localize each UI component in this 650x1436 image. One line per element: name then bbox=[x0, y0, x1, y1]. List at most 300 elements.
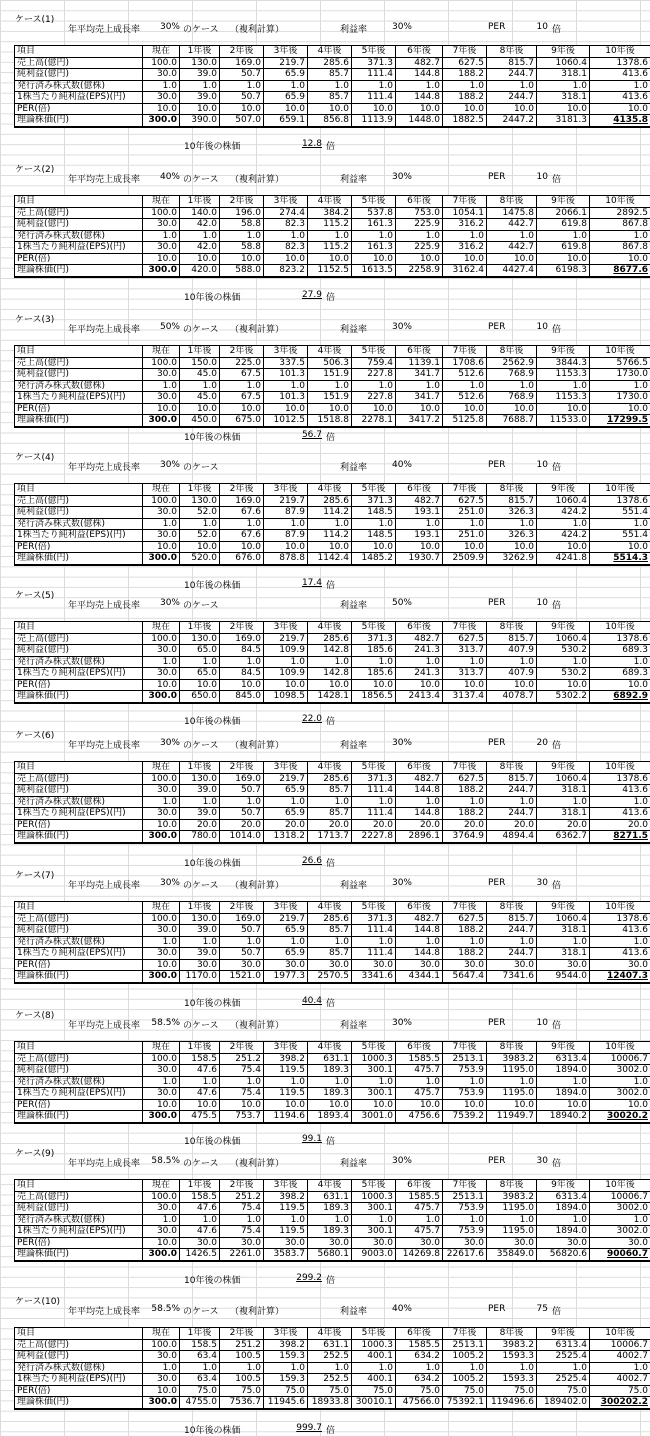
value-cell[interactable]: 10.0 bbox=[264, 679, 308, 691]
header-cell[interactable]: 2年後 bbox=[220, 762, 264, 774]
header-cell[interactable]: 6年後 bbox=[396, 1180, 443, 1192]
value-cell[interactable]: 30.0 bbox=[396, 959, 443, 971]
value-cell[interactable]: 111.4 bbox=[352, 92, 396, 104]
row-label-cell[interactable]: 1株当たり純利益(EPS)(円) bbox=[15, 392, 143, 404]
value-cell[interactable]: 371.3 bbox=[352, 913, 396, 925]
value-cell[interactable]: 75.4 bbox=[220, 1226, 264, 1238]
value-cell[interactable]: 845.0 bbox=[220, 691, 264, 703]
value-cell[interactable]: 1.0 bbox=[143, 1362, 180, 1374]
value-cell[interactable]: 4078.7 bbox=[487, 691, 537, 703]
value-cell[interactable]: 30.0 bbox=[143, 645, 180, 657]
value-cell[interactable]: 1.0 bbox=[396, 518, 443, 530]
value-cell[interactable]: 316.2 bbox=[443, 219, 487, 231]
value-cell[interactable]: 1.0 bbox=[180, 1076, 220, 1088]
value-cell[interactable]: 140.0 bbox=[180, 207, 220, 219]
value-cell[interactable]: 47.6 bbox=[180, 1203, 220, 1215]
row-label-cell[interactable]: 発行済み株式数(億株) bbox=[15, 80, 143, 92]
row-label-cell[interactable]: 理論株価(円) bbox=[15, 1111, 143, 1123]
row-label-cell[interactable]: 1株当たり純利益(EPS)(円) bbox=[15, 1088, 143, 1100]
value-cell[interactable]: 6892.9 bbox=[590, 691, 650, 703]
value-cell[interactable]: 144.8 bbox=[396, 948, 443, 960]
value-cell[interactable]: 10.0 bbox=[264, 403, 308, 415]
value-cell[interactable]: 2278.1 bbox=[352, 415, 396, 427]
value-cell[interactable]: 1378.6 bbox=[590, 913, 650, 925]
header-cell[interactable]: 7年後 bbox=[443, 196, 487, 208]
value-cell[interactable]: 39.0 bbox=[180, 808, 220, 820]
header-cell[interactable]: 9年後 bbox=[537, 902, 590, 914]
value-cell[interactable]: 20.0 bbox=[308, 819, 352, 831]
header-cell[interactable]: 3年後 bbox=[264, 762, 308, 774]
value-cell[interactable]: 1.0 bbox=[396, 230, 443, 242]
value-cell[interactable]: 530.2 bbox=[537, 668, 590, 680]
value-cell[interactable]: 627.5 bbox=[443, 773, 487, 785]
header-cell[interactable]: 8年後 bbox=[487, 1328, 537, 1340]
header-cell[interactable]: 6年後 bbox=[396, 46, 443, 58]
value-cell[interactable]: 30.0 bbox=[143, 948, 180, 960]
value-cell[interactable]: 482.7 bbox=[396, 57, 443, 69]
header-cell[interactable]: 9年後 bbox=[537, 1180, 590, 1192]
value-cell[interactable]: 10.0 bbox=[487, 1099, 537, 1111]
per-value[interactable]: 10 bbox=[532, 322, 548, 332]
header-cell[interactable]: 6年後 bbox=[396, 902, 443, 914]
value-cell[interactable]: 241.3 bbox=[396, 668, 443, 680]
value-cell[interactable]: 1.0 bbox=[352, 936, 396, 948]
row-label-cell[interactable]: PER(倍) bbox=[15, 819, 143, 831]
row-label-cell[interactable]: 純利益(億円) bbox=[15, 507, 143, 519]
margin-value[interactable]: 30% bbox=[390, 322, 412, 332]
value-cell[interactable]: 300.0 bbox=[143, 265, 180, 277]
row-label-cell[interactable]: PER(倍) bbox=[15, 253, 143, 265]
value-cell[interactable]: 326.3 bbox=[487, 530, 537, 542]
growth-rate-value[interactable]: 58.5% bbox=[150, 1304, 180, 1314]
value-cell[interactable]: 1.0 bbox=[143, 1076, 180, 1088]
value-cell[interactable]: 30.0 bbox=[487, 959, 537, 971]
per-value[interactable]: 30 bbox=[532, 878, 548, 888]
row-label-cell[interactable]: 純利益(億円) bbox=[15, 785, 143, 797]
header-cell[interactable]: 現在 bbox=[143, 484, 180, 496]
header-cell[interactable]: 10年後 bbox=[590, 196, 650, 208]
header-cell[interactable]: 10年後 bbox=[590, 1042, 650, 1054]
value-cell[interactable]: 1.0 bbox=[308, 656, 352, 668]
value-cell[interactable]: 1.0 bbox=[143, 518, 180, 530]
value-cell[interactable]: 1.0 bbox=[590, 656, 650, 668]
value-cell[interactable]: 10.0 bbox=[537, 541, 590, 553]
header-cell[interactable]: 現在 bbox=[143, 1042, 180, 1054]
value-cell[interactable]: 1.0 bbox=[264, 1362, 308, 1374]
value-cell[interactable]: 244.7 bbox=[487, 92, 537, 104]
value-cell[interactable]: 1.0 bbox=[590, 1076, 650, 1088]
header-cell[interactable]: 10年後 bbox=[590, 1328, 650, 1340]
value-cell[interactable]: 4002.7 bbox=[590, 1351, 650, 1363]
header-cell[interactable]: 9年後 bbox=[537, 346, 590, 358]
value-cell[interactable]: 5125.8 bbox=[443, 415, 487, 427]
value-cell[interactable]: 1.0 bbox=[396, 936, 443, 948]
header-cell[interactable]: 4年後 bbox=[308, 46, 352, 58]
value-cell[interactable]: 420.0 bbox=[180, 265, 220, 277]
value-cell[interactable]: 119496.6 bbox=[487, 1397, 537, 1409]
value-cell[interactable]: 30.0 bbox=[590, 959, 650, 971]
header-cell[interactable]: 項目 bbox=[15, 1180, 143, 1192]
value-cell[interactable]: 1.0 bbox=[308, 1076, 352, 1088]
value-cell[interactable]: 2261.0 bbox=[220, 1249, 264, 1261]
value-cell[interactable]: 159.3 bbox=[264, 1374, 308, 1386]
margin-value[interactable]: 50% bbox=[390, 598, 412, 608]
value-cell[interactable]: 10.0 bbox=[143, 253, 180, 265]
value-cell[interactable]: 1518.8 bbox=[308, 415, 352, 427]
value-cell[interactable]: 30.0 bbox=[143, 1226, 180, 1238]
value-cell[interactable]: 90060.7 bbox=[590, 1249, 650, 1261]
value-cell[interactable]: 30010.1 bbox=[352, 1397, 396, 1409]
value-cell[interactable]: 1.0 bbox=[180, 230, 220, 242]
value-cell[interactable]: 10.0 bbox=[396, 403, 443, 415]
header-cell[interactable]: 7年後 bbox=[443, 902, 487, 914]
growth-rate-value[interactable]: 30% bbox=[150, 22, 180, 32]
value-cell[interactable]: 111.4 bbox=[352, 925, 396, 937]
value-cell[interactable]: 251.2 bbox=[220, 1053, 264, 1065]
summary-multiple-value[interactable]: 27.9 bbox=[290, 290, 322, 300]
value-cell[interactable]: 1.0 bbox=[180, 80, 220, 92]
value-cell[interactable]: 47.6 bbox=[180, 1226, 220, 1238]
header-cell[interactable]: 5年後 bbox=[352, 196, 396, 208]
value-cell[interactable]: 1521.0 bbox=[220, 971, 264, 983]
value-cell[interactable]: 1.0 bbox=[590, 1214, 650, 1226]
value-cell[interactable]: 3983.2 bbox=[487, 1191, 537, 1203]
row-label-cell[interactable]: PER(倍) bbox=[15, 1385, 143, 1397]
row-label-cell[interactable]: 発行済み株式数(億株) bbox=[15, 656, 143, 668]
summary-multiple-value[interactable]: 12.8 bbox=[290, 139, 322, 149]
value-cell[interactable]: 219.7 bbox=[264, 495, 308, 507]
value-cell[interactable]: 5766.5 bbox=[590, 357, 650, 369]
value-cell[interactable]: 18940.2 bbox=[537, 1111, 590, 1123]
value-cell[interactable]: 753.9 bbox=[443, 1226, 487, 1238]
value-cell[interactable]: 1152.5 bbox=[308, 265, 352, 277]
value-cell[interactable]: 3764.9 bbox=[443, 831, 487, 843]
value-cell[interactable]: 10.0 bbox=[396, 541, 443, 553]
value-cell[interactable]: 1708.6 bbox=[443, 357, 487, 369]
header-cell[interactable]: 6年後 bbox=[396, 1328, 443, 1340]
header-cell[interactable]: 1年後 bbox=[180, 196, 220, 208]
value-cell[interactable]: 482.7 bbox=[396, 495, 443, 507]
value-cell[interactable]: 1.0 bbox=[308, 518, 352, 530]
value-cell[interactable]: 100.5 bbox=[220, 1351, 264, 1363]
value-cell[interactable]: 169.0 bbox=[220, 495, 264, 507]
value-cell[interactable]: 512.6 bbox=[443, 369, 487, 381]
value-cell[interactable]: 6362.7 bbox=[537, 831, 590, 843]
value-cell[interactable]: 300.1 bbox=[352, 1203, 396, 1215]
value-cell[interactable]: 3417.2 bbox=[396, 415, 443, 427]
header-cell[interactable]: 9年後 bbox=[537, 484, 590, 496]
header-cell[interactable]: 5年後 bbox=[352, 762, 396, 774]
value-cell[interactable]: 4894.4 bbox=[487, 831, 537, 843]
value-cell[interactable]: 10.0 bbox=[264, 103, 308, 115]
value-cell[interactable]: 10.0 bbox=[264, 1099, 308, 1111]
value-cell[interactable]: 3002.0 bbox=[590, 1088, 650, 1100]
header-cell[interactable]: 6年後 bbox=[396, 1042, 443, 1054]
value-cell[interactable]: 10.0 bbox=[143, 819, 180, 831]
value-cell[interactable]: 530.2 bbox=[537, 645, 590, 657]
value-cell[interactable]: 2525.4 bbox=[537, 1351, 590, 1363]
row-label-cell[interactable]: 純利益(億円) bbox=[15, 1203, 143, 1215]
value-cell[interactable]: 1.0 bbox=[590, 1362, 650, 1374]
header-cell[interactable]: 10年後 bbox=[590, 46, 650, 58]
value-cell[interactable]: 4135.8 bbox=[590, 115, 650, 127]
row-label-cell[interactable]: 発行済み株式数(億株) bbox=[15, 1362, 143, 1374]
value-cell[interactable]: 619.8 bbox=[537, 242, 590, 254]
value-cell[interactable]: 10.0 bbox=[487, 541, 537, 553]
row-label-cell[interactable]: PER(倍) bbox=[15, 541, 143, 553]
value-cell[interactable]: 1.0 bbox=[590, 796, 650, 808]
per-value[interactable]: 30 bbox=[532, 1156, 548, 1166]
value-cell[interactable]: 10.0 bbox=[143, 679, 180, 691]
value-cell[interactable]: 2896.1 bbox=[396, 831, 443, 843]
value-cell[interactable]: 20.0 bbox=[590, 819, 650, 831]
value-cell[interactable]: 1.0 bbox=[396, 1076, 443, 1088]
value-cell[interactable]: 1.0 bbox=[590, 518, 650, 530]
value-cell[interactable]: 1585.5 bbox=[396, 1053, 443, 1065]
value-cell[interactable]: 50.7 bbox=[220, 925, 264, 937]
value-cell[interactable]: 75.0 bbox=[308, 1385, 352, 1397]
header-cell[interactable]: 7年後 bbox=[443, 1180, 487, 1192]
value-cell[interactable]: 251.0 bbox=[443, 530, 487, 542]
value-cell[interactable]: 30.0 bbox=[143, 808, 180, 820]
value-cell[interactable]: 341.7 bbox=[396, 369, 443, 381]
header-cell[interactable]: 現在 bbox=[143, 46, 180, 58]
value-cell[interactable]: 450.0 bbox=[180, 415, 220, 427]
value-cell[interactable]: 1882.5 bbox=[443, 115, 487, 127]
value-cell[interactable]: 1.0 bbox=[143, 230, 180, 242]
row-label-cell[interactable]: 理論株価(円) bbox=[15, 415, 143, 427]
value-cell[interactable]: 371.3 bbox=[352, 57, 396, 69]
header-cell[interactable]: 8年後 bbox=[487, 622, 537, 634]
value-cell[interactable]: 65.9 bbox=[264, 92, 308, 104]
value-cell[interactable]: 1.0 bbox=[220, 796, 264, 808]
row-label-cell[interactable]: 1株当たり純利益(EPS)(円) bbox=[15, 668, 143, 680]
value-cell[interactable]: 1.0 bbox=[396, 1362, 443, 1374]
value-cell[interactable]: 1977.3 bbox=[264, 971, 308, 983]
value-cell[interactable]: 634.2 bbox=[396, 1374, 443, 1386]
value-cell[interactable]: 10.0 bbox=[143, 1099, 180, 1111]
value-cell[interactable]: 371.3 bbox=[352, 633, 396, 645]
value-cell[interactable]: 10.0 bbox=[443, 679, 487, 691]
value-cell[interactable]: 1054.1 bbox=[443, 207, 487, 219]
value-cell[interactable]: 252.5 bbox=[308, 1374, 352, 1386]
value-cell[interactable]: 3137.4 bbox=[443, 691, 487, 703]
value-cell[interactable]: 52.0 bbox=[180, 507, 220, 519]
value-cell[interactable]: 30.0 bbox=[143, 507, 180, 519]
per-value[interactable]: 75 bbox=[532, 1304, 548, 1314]
row-label-cell[interactable]: 1株当たり純利益(EPS)(円) bbox=[15, 242, 143, 254]
value-cell[interactable]: 130.0 bbox=[180, 773, 220, 785]
value-cell[interactable]: 56820.6 bbox=[537, 1249, 590, 1261]
value-cell[interactable]: 475.7 bbox=[396, 1226, 443, 1238]
value-cell[interactable]: 10.0 bbox=[443, 1099, 487, 1111]
value-cell[interactable]: 1.0 bbox=[352, 1214, 396, 1226]
value-cell[interactable]: 1.0 bbox=[537, 1214, 590, 1226]
value-cell[interactable]: 10.0 bbox=[143, 541, 180, 553]
row-label-cell[interactable]: 理論株価(円) bbox=[15, 265, 143, 277]
value-cell[interactable]: 30.0 bbox=[143, 92, 180, 104]
value-cell[interactable]: 85.7 bbox=[308, 69, 352, 81]
value-cell[interactable]: 30.0 bbox=[308, 959, 352, 971]
value-cell[interactable]: 753.9 bbox=[443, 1203, 487, 1215]
header-cell[interactable]: 8年後 bbox=[487, 46, 537, 58]
value-cell[interactable]: 631.1 bbox=[308, 1053, 352, 1065]
value-cell[interactable]: 100.0 bbox=[143, 57, 180, 69]
value-cell[interactable]: 1000.3 bbox=[352, 1339, 396, 1351]
value-cell[interactable]: 10.0 bbox=[308, 403, 352, 415]
value-cell[interactable]: 100.0 bbox=[143, 495, 180, 507]
value-cell[interactable]: 507.0 bbox=[220, 115, 264, 127]
value-cell[interactable]: 3341.6 bbox=[352, 971, 396, 983]
value-cell[interactable]: 2447.2 bbox=[487, 115, 537, 127]
value-cell[interactable]: 75.0 bbox=[352, 1385, 396, 1397]
header-cell[interactable]: 1年後 bbox=[180, 1328, 220, 1340]
value-cell[interactable]: 39.0 bbox=[180, 69, 220, 81]
value-cell[interactable]: 1894.0 bbox=[537, 1088, 590, 1100]
value-cell[interactable]: 9003.0 bbox=[352, 1249, 396, 1261]
value-cell[interactable]: 285.6 bbox=[308, 773, 352, 785]
header-cell[interactable]: 8年後 bbox=[487, 1180, 537, 1192]
value-cell[interactable]: 10.0 bbox=[308, 253, 352, 265]
header-cell[interactable]: 3年後 bbox=[264, 346, 308, 358]
value-cell[interactable]: 35849.0 bbox=[487, 1249, 537, 1261]
margin-value[interactable]: 30% bbox=[390, 738, 412, 748]
value-cell[interactable]: 10.0 bbox=[537, 1099, 590, 1111]
value-cell[interactable]: 4344.1 bbox=[396, 971, 443, 983]
header-cell[interactable]: 10年後 bbox=[590, 622, 650, 634]
header-cell[interactable]: 項目 bbox=[15, 484, 143, 496]
value-cell[interactable]: 10.0 bbox=[308, 1099, 352, 1111]
value-cell[interactable]: 2227.8 bbox=[352, 831, 396, 843]
value-cell[interactable]: 30.0 bbox=[143, 925, 180, 937]
value-cell[interactable]: 1005.2 bbox=[443, 1351, 487, 1363]
value-cell[interactable]: 75.0 bbox=[443, 1385, 487, 1397]
value-cell[interactable]: 4756.6 bbox=[396, 1111, 443, 1123]
value-cell[interactable]: 815.7 bbox=[487, 57, 537, 69]
header-cell[interactable]: 7年後 bbox=[443, 762, 487, 774]
value-cell[interactable]: 1.0 bbox=[220, 936, 264, 948]
value-cell[interactable]: 119.5 bbox=[264, 1226, 308, 1238]
value-cell[interactable]: 111.4 bbox=[352, 808, 396, 820]
per-value[interactable]: 10 bbox=[532, 1018, 548, 1028]
value-cell[interactable]: 10006.7 bbox=[590, 1339, 650, 1351]
value-cell[interactable]: 689.3 bbox=[590, 668, 650, 680]
value-cell[interactable]: 675.0 bbox=[220, 415, 264, 427]
value-cell[interactable]: 30.0 bbox=[143, 530, 180, 542]
value-cell[interactable]: 424.2 bbox=[537, 507, 590, 519]
value-cell[interactable]: 109.9 bbox=[264, 645, 308, 657]
value-cell[interactable]: 407.9 bbox=[487, 645, 537, 657]
row-label-cell[interactable]: 1株当たり純利益(EPS)(円) bbox=[15, 530, 143, 542]
value-cell[interactable]: 3844.3 bbox=[537, 357, 590, 369]
row-label-cell[interactable]: 発行済み株式数(億株) bbox=[15, 1214, 143, 1226]
row-label-cell[interactable]: 発行済み株式数(億株) bbox=[15, 936, 143, 948]
value-cell[interactable]: 1585.5 bbox=[396, 1191, 443, 1203]
summary-multiple-value[interactable]: 56.7 bbox=[290, 430, 322, 440]
value-cell[interactable]: 551.4 bbox=[590, 530, 650, 542]
value-cell[interactable]: 189402.0 bbox=[537, 1397, 590, 1409]
header-cell[interactable]: 9年後 bbox=[537, 196, 590, 208]
value-cell[interactable]: 87.9 bbox=[264, 507, 308, 519]
value-cell[interactable]: 1.0 bbox=[264, 380, 308, 392]
value-cell[interactable]: 512.6 bbox=[443, 392, 487, 404]
value-cell[interactable]: 10.0 bbox=[143, 403, 180, 415]
value-cell[interactable]: 1.0 bbox=[264, 936, 308, 948]
row-label-cell[interactable]: 1株当たり純利益(EPS)(円) bbox=[15, 1226, 143, 1238]
value-cell[interactable]: 475.7 bbox=[396, 1088, 443, 1100]
value-cell[interactable]: 1.0 bbox=[352, 518, 396, 530]
value-cell[interactable]: 75.0 bbox=[396, 1385, 443, 1397]
value-cell[interactable]: 371.3 bbox=[352, 773, 396, 785]
value-cell[interactable]: 3983.2 bbox=[487, 1339, 537, 1351]
value-cell[interactable]: 413.6 bbox=[590, 785, 650, 797]
row-label-cell[interactable]: PER(倍) bbox=[15, 1099, 143, 1111]
value-cell[interactable]: 1.0 bbox=[220, 1362, 264, 1374]
value-cell[interactable]: 2066.1 bbox=[537, 207, 590, 219]
value-cell[interactable]: 1.0 bbox=[143, 936, 180, 948]
value-cell[interactable]: 1139.1 bbox=[396, 357, 443, 369]
value-cell[interactable]: 1428.1 bbox=[308, 691, 352, 703]
value-cell[interactable]: 424.2 bbox=[537, 530, 590, 542]
value-cell[interactable]: 631.1 bbox=[308, 1191, 352, 1203]
value-cell[interactable]: 45.0 bbox=[180, 392, 220, 404]
value-cell[interactable]: 5514.3 bbox=[590, 553, 650, 565]
header-cell[interactable]: 5年後 bbox=[352, 46, 396, 58]
row-label-cell[interactable]: 理論株価(円) bbox=[15, 971, 143, 983]
header-cell[interactable]: 現在 bbox=[143, 346, 180, 358]
value-cell[interactable]: 20.0 bbox=[264, 819, 308, 831]
value-cell[interactable]: 39.0 bbox=[180, 785, 220, 797]
value-cell[interactable]: 189.3 bbox=[308, 1088, 352, 1100]
value-cell[interactable]: 1.0 bbox=[487, 518, 537, 530]
value-cell[interactable]: 50.7 bbox=[220, 69, 264, 81]
value-cell[interactable]: 148.5 bbox=[352, 507, 396, 519]
value-cell[interactable]: 1.0 bbox=[352, 656, 396, 668]
value-cell[interactable]: 313.7 bbox=[443, 668, 487, 680]
row-label-cell[interactable]: 理論株価(円) bbox=[15, 1397, 143, 1409]
value-cell[interactable]: 300.1 bbox=[352, 1226, 396, 1238]
value-cell[interactable]: 1.0 bbox=[352, 230, 396, 242]
value-cell[interactable]: 1.0 bbox=[308, 1362, 352, 1374]
value-cell[interactable]: 475.5 bbox=[180, 1111, 220, 1123]
header-cell[interactable]: 3年後 bbox=[264, 902, 308, 914]
value-cell[interactable]: 1.0 bbox=[443, 1214, 487, 1226]
header-cell[interactable]: 4年後 bbox=[308, 1180, 352, 1192]
header-cell[interactable]: 2年後 bbox=[220, 484, 264, 496]
value-cell[interactable]: 2562.9 bbox=[487, 357, 537, 369]
value-cell[interactable]: 1195.0 bbox=[487, 1088, 537, 1100]
row-label-cell[interactable]: 発行済み株式数(億株) bbox=[15, 796, 143, 808]
value-cell[interactable]: 1098.5 bbox=[264, 691, 308, 703]
value-cell[interactable]: 520.0 bbox=[180, 553, 220, 565]
value-cell[interactable]: 285.6 bbox=[308, 913, 352, 925]
value-cell[interactable]: 337.5 bbox=[264, 357, 308, 369]
header-cell[interactable]: 1年後 bbox=[180, 346, 220, 358]
value-cell[interactable]: 627.5 bbox=[443, 913, 487, 925]
value-cell[interactable]: 1.0 bbox=[487, 230, 537, 242]
header-cell[interactable]: 1年後 bbox=[180, 762, 220, 774]
value-cell[interactable]: 85.7 bbox=[308, 808, 352, 820]
value-cell[interactable]: 10.0 bbox=[180, 541, 220, 553]
value-cell[interactable]: 100.0 bbox=[143, 633, 180, 645]
row-label-cell[interactable]: 純利益(億円) bbox=[15, 1065, 143, 1077]
value-cell[interactable]: 10.0 bbox=[443, 103, 487, 115]
value-cell[interactable]: 188.2 bbox=[443, 808, 487, 820]
value-cell[interactable]: 85.7 bbox=[308, 948, 352, 960]
header-cell[interactable]: 8年後 bbox=[487, 1042, 537, 1054]
value-cell[interactable]: 10.0 bbox=[590, 541, 650, 553]
value-cell[interactable]: 3162.4 bbox=[443, 265, 487, 277]
